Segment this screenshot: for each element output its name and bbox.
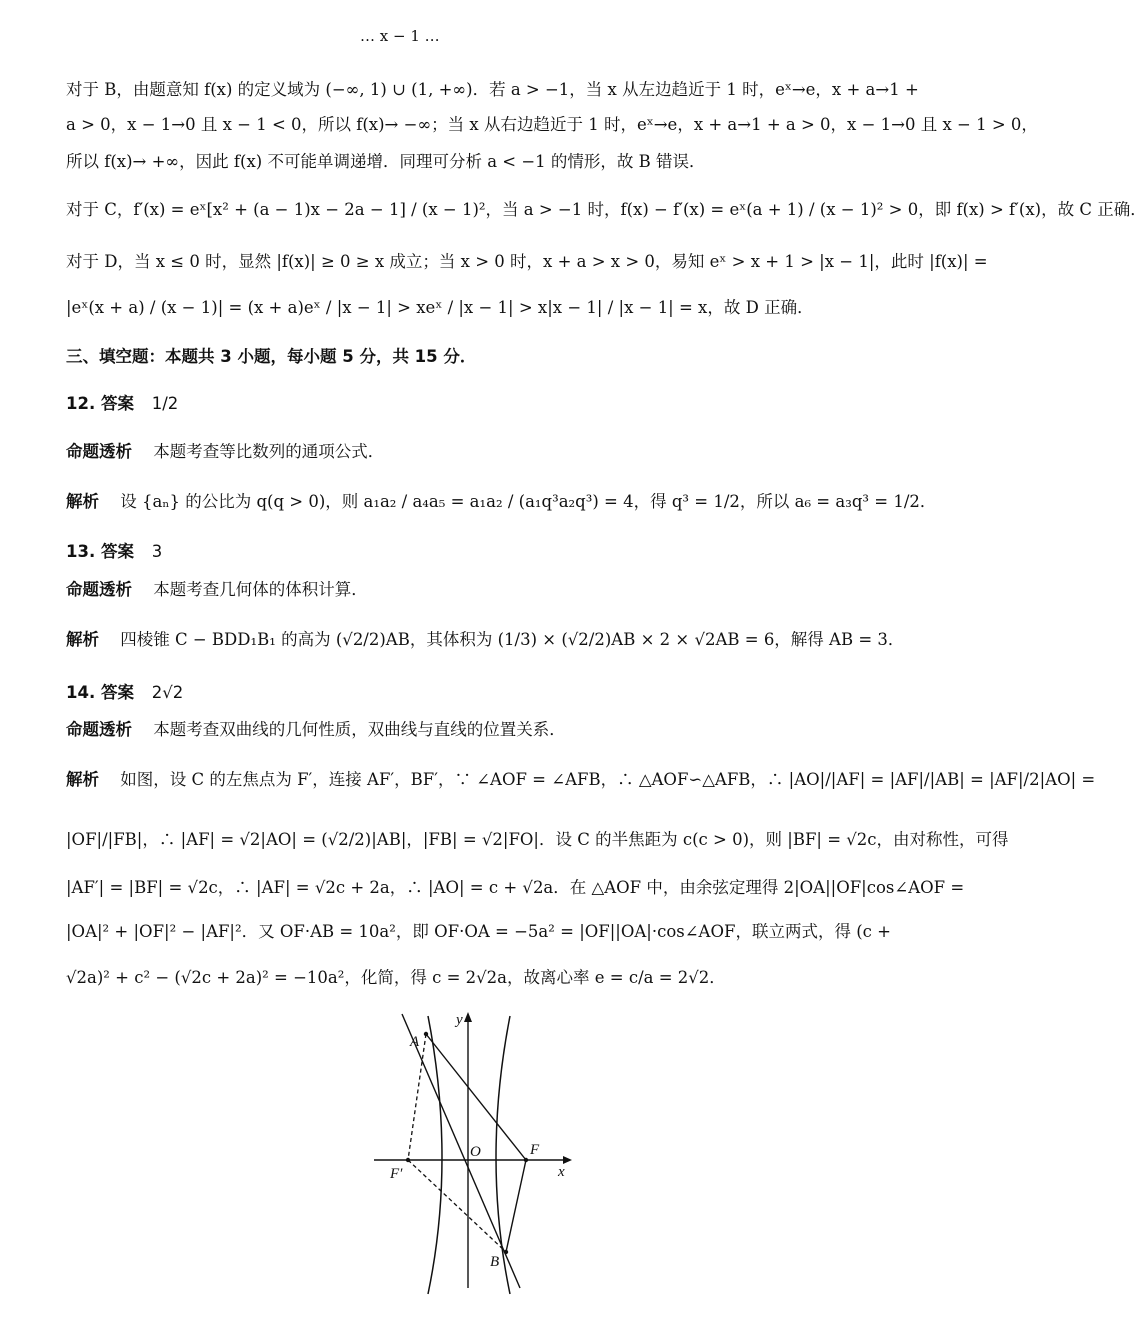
label-o: O (470, 1144, 481, 1160)
solution-tag: 解析 (66, 770, 99, 789)
paragraph-line: 对于 B，由题意知 f(x) 的定义域为 (−∞, 1) ∪ (1, +∞)．若 a > −1，当 x 从左边趋近于 1 时，eˣ→e，x + a→1 + (66, 80, 919, 99)
solution-line: |AF′| = |BF| = √2c，∴ |AF| = √2c + 2a，∴ |AO| = c + √2a．在 △AOF 中，由余弦定理得 2|OA||OF|cos∠AOF = (66, 878, 965, 897)
answer-value: 1/2 (151, 394, 179, 413)
analysis-tag: 命题透析 (66, 442, 132, 461)
analysis-tag: 命题透析 (66, 720, 132, 739)
y-axis-arrow-icon (464, 1012, 472, 1022)
paragraph-line: a > 0，x − 1→0 且 x − 1 < 0，所以 f(x)→ −∞；当 x 从右边趋近于 1 时，eˣ→e，x + a→1 + a > 0，x − 1→0 且 x − 1 > 0， (66, 115, 1038, 134)
point-b (504, 1250, 508, 1254)
analysis-line (66, 720, 566, 740)
label-y: y (456, 1012, 463, 1028)
label-f: F (530, 1142, 540, 1158)
question-label: 13. 答案 (66, 542, 134, 561)
solution-text: 设 {aₙ} 的公比为 q(q > 0)，则 a₁a₂ / a₄a₅ = a₁a₂ / (a₁q³a₂q³) = 4，得 q³ = 1/2，所以 a₆ = a₃q³ = 1/2． (120, 492, 937, 511)
question-label: 14. 答案 (66, 683, 134, 702)
answer-value: 3 (151, 542, 163, 561)
analysis-tag: 命题透析 (66, 580, 132, 599)
analysis-line (66, 442, 384, 462)
paragraph-line: |eˣ(x + a) / (x − 1)| = (x + a)eˣ / |x − 1| > xeˣ / |x − 1| > x|x − 1| / |x − 1| = x，故 D 正确． (66, 298, 814, 317)
analysis-text: 本题考查几何体的体积计算． (153, 580, 368, 599)
segment-af-prime (408, 1034, 426, 1160)
analysis-text: 本题考查双曲线的几何性质，双曲线与直线的位置关系． (153, 720, 566, 739)
label-b: B (490, 1254, 500, 1270)
solution-line (66, 630, 904, 650)
analysis-text: 本题考查等比数列的通项公式． (153, 442, 385, 461)
point-f-prime (406, 1158, 410, 1162)
segment-fb (506, 1160, 526, 1252)
segment-af (426, 1034, 526, 1160)
top-fragment: … x − 1 … (360, 27, 440, 45)
solution-line (66, 770, 1095, 790)
segment-f-prime-b (408, 1160, 506, 1252)
question-number (66, 683, 183, 703)
solution-option-c: 对于 C，f′(x) = eˣ[x² + (a − 1)x − 2a − 1] / (x − 1)²，当 a > −1 时，f(x) − f′(x) = eˣ(a + 1) / (x − 1)² > 0，即 f(x) > f′(x)，故 C 正确． (66, 200, 1147, 219)
paragraph-line: 所以 f(x)→ +∞，因此 f(x) 不可能单调递增．同理可分析 a < −1 的情形，故 B 错误． (66, 152, 706, 171)
point-f (524, 1158, 528, 1162)
question-label: 12. 答案 (66, 394, 134, 413)
solution-line: |OA|² + |OF|² − |AF|²．又 OF·AB = 10a²，即 OF·OA = −5a² = |OF||OA|·cos∠AOF，联立两式，得 (c + (66, 922, 891, 941)
hyperbola-figure (360, 1008, 590, 1298)
solution-text: 如图，设 C 的左焦点为 F′，连接 AF′，BF′，∵ ∠AOF = ∠AFB，∴ △AOF∽△AFB，∴ |AO|/|AF| = |AF|/|AB| = |AF|/2|AO| = (120, 770, 1096, 789)
solution-line: √2a)² + c² − (√2c + 2a)² = −10a²，化简，得 c = 2√2a，故离心率 e = c/a = 2√2． (66, 968, 726, 987)
left-branch-curve (428, 1016, 442, 1294)
solution-text: 四棱锥 C − BDD₁B₁ 的高为 (√2/2)AB，其体积为 (1/3) × (√2/2)AB × 2 × √2AB = 6，解得 AB = 3． (120, 630, 905, 649)
question-number (66, 394, 178, 414)
x-axis-arrow-icon (563, 1156, 572, 1164)
answer-value: 2√2 (151, 683, 184, 702)
paragraph-line: 对于 D，当 x ≤ 0 时，显然 |f(x)| ≥ 0 ≥ x 成立；当 x > 0 时，x + a > x > 0，易知 eˣ > x + 1 > |x − 1|，此时 |f(x)| = (66, 252, 988, 271)
question-number (66, 542, 162, 562)
solution-tag: 解析 (66, 630, 99, 649)
line-ab (402, 1014, 520, 1288)
section-heading: 三、填空题：本题共 3 小题，每小题 5 分，共 15 分． (66, 347, 477, 366)
point-a (424, 1032, 428, 1036)
solution-line (66, 492, 936, 512)
label-f-prime: F′ (390, 1166, 403, 1182)
analysis-line (66, 580, 368, 600)
solution-line: |OF|/|FB|，∴ |AF| = √2|AO| = (√2/2)|AB|，|FB| = √2|FO|．设 C 的半焦距为 c(c > 0)，则 |BF| = √2c，由对称性，可得 (66, 830, 1009, 849)
label-a: A (410, 1034, 420, 1050)
label-x: x (558, 1164, 565, 1180)
solution-tag: 解析 (66, 492, 99, 511)
